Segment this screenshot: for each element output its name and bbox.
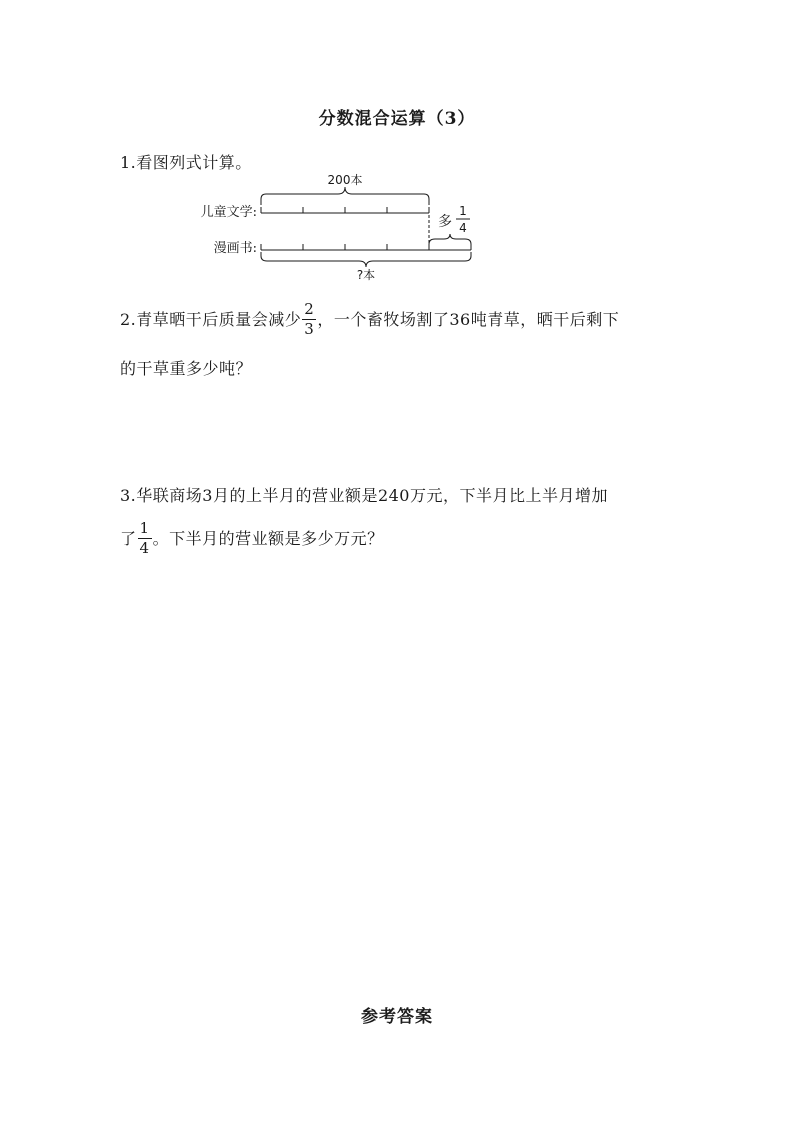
more-fraction-num: 1 <box>459 204 467 218</box>
question-2-text-b: ，一个畜牧场割了36吨青草，晒干后剩下 <box>317 310 620 329</box>
line-segment-diagram <box>195 172 485 284</box>
question-2-line-1 <box>120 300 620 338</box>
bottom-brace <box>261 252 471 267</box>
page-title: 分数混合运算（3） <box>318 109 476 129</box>
question-2-text-a: 2.青草晒干后质量会减少 <box>120 310 302 329</box>
fraction-one-quarter <box>138 521 152 556</box>
fraction-denominator: 4 <box>139 539 150 557</box>
bar-row1 <box>261 207 429 213</box>
bottom-total-label: ?本 <box>356 268 376 282</box>
top-brace <box>261 187 429 205</box>
more-word: 多 <box>438 214 452 230</box>
question-3-text-b: 。下半月的营业额是多少万元？ <box>152 529 384 548</box>
fraction-denominator: 3 <box>304 320 315 338</box>
row2-label: 漫画书: <box>213 241 257 256</box>
answer-section-title: 参考答案 <box>361 1007 433 1027</box>
fraction-two-thirds <box>302 302 316 337</box>
question-3-text-a: 了 <box>120 529 137 548</box>
question-3-line-2 <box>120 519 384 557</box>
fraction-numerator: 2 <box>304 300 315 318</box>
more-fraction-den: 4 <box>459 221 467 235</box>
question-1: 1.看图列式计算。 <box>120 153 252 172</box>
question-3-line-1: 3.华联商场3月的上半月的营业额是240万元，下半月比上半月增加 <box>120 486 608 505</box>
top-total-label: 200本 <box>327 173 363 187</box>
fraction-numerator: 1 <box>139 519 150 537</box>
bar-row2 <box>261 244 471 250</box>
question-2-line-2: 的干草重多少吨？ <box>120 359 253 378</box>
extra-brace <box>429 234 471 244</box>
row1-label: 儿童文学: <box>200 205 257 220</box>
